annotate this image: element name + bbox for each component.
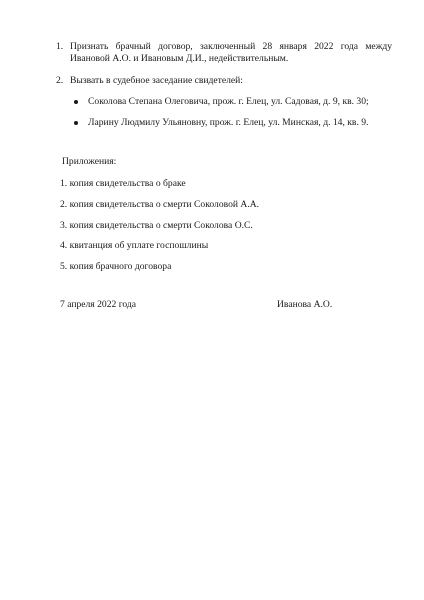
- attachment-item-1: 1. копия свидетельства о браке: [60, 178, 186, 189]
- witness-item-2: [74, 117, 394, 129]
- witness-item-1: [74, 96, 394, 108]
- claim-text: Вызвать в судебное заседание свидетелей:: [70, 75, 243, 86]
- claim-text-line-1: Признать брачный договор, заключенный 28 января 2022 года между: [70, 41, 392, 52]
- witness-text: Ларину Людмилу Ульяновну, прож. г. Елец, ул. Минская, д. 14, кв. 9.: [88, 117, 369, 128]
- document-date: 7 апреля 2022 года: [60, 299, 137, 310]
- signature-name: Иванова А.О.: [277, 299, 333, 310]
- attachment-item-3: 3. копия свидетельства о смерти Соколова О.С.: [60, 220, 253, 231]
- bullet-icon: [74, 100, 78, 104]
- attachments-heading: Приложения:: [62, 156, 117, 167]
- claim-number: 1.: [56, 41, 64, 52]
- witness-text: Соколова Степана Олеговича, прож. г. Елец, ул. Садовая, д. 9, кв. 30;: [88, 96, 369, 107]
- attachment-item-5: 5. копия брачного договора: [60, 261, 172, 272]
- attachment-item-4: 4. квитанция об уплате госпошлины: [60, 240, 209, 251]
- claim-number: 2.: [56, 75, 64, 86]
- claim-item-2: [56, 75, 392, 87]
- bullet-icon: [74, 121, 78, 125]
- attachment-item-2: 2. копия свидетельства о смерти Соколовой А.А.: [60, 199, 260, 210]
- claim-text-line-2: Ивановой А.О. и Ивановым Д.И., недействительным.: [70, 53, 289, 64]
- claim-text: [70, 41, 392, 65]
- claim-item-1: [56, 41, 392, 65]
